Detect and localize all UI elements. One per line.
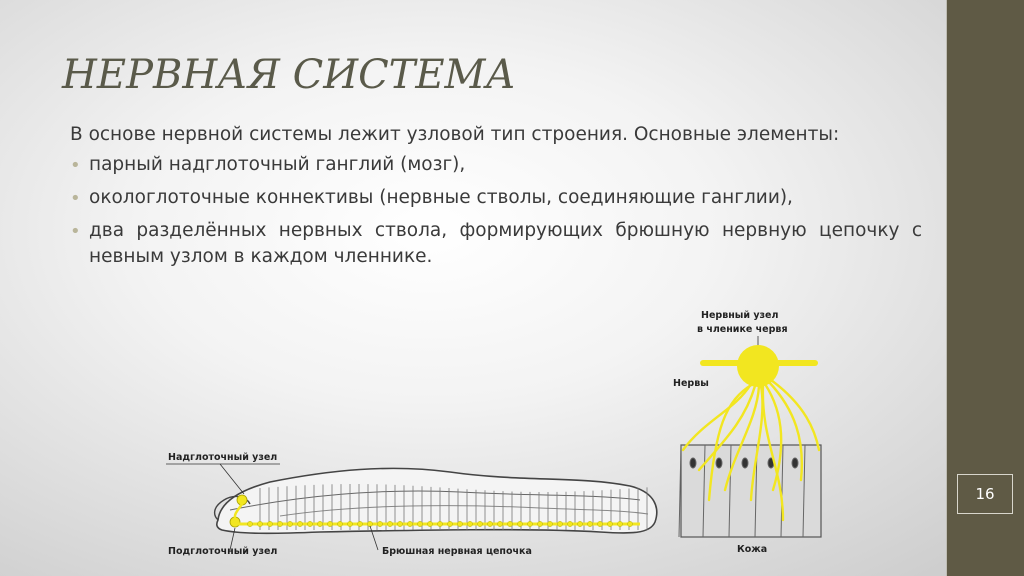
chain-node bbox=[387, 521, 392, 526]
label-skin: Кожа bbox=[737, 544, 768, 555]
skin-cell-nucleus bbox=[742, 458, 748, 468]
chain-node bbox=[257, 521, 262, 526]
chain-node bbox=[537, 521, 542, 526]
skin-cell-nucleus bbox=[690, 458, 696, 468]
bullet-text: парный надглоточный ганглий (мозг), bbox=[89, 154, 466, 175]
bullet-icon: • bbox=[70, 221, 81, 242]
chain-node bbox=[397, 521, 402, 526]
chain-node bbox=[337, 521, 342, 526]
bullet-icon: • bbox=[70, 188, 81, 209]
chain-node bbox=[467, 521, 472, 526]
label-node-line1: Нервный узел bbox=[701, 310, 779, 321]
chain-node bbox=[357, 521, 362, 526]
chain-node bbox=[277, 521, 282, 526]
sidebar-divider bbox=[946, 0, 947, 576]
chain-node bbox=[317, 521, 322, 526]
intro-text: В основе нервной системы лежит узловой тип строения. Основные элементы: bbox=[70, 124, 840, 145]
chain-node bbox=[597, 521, 602, 526]
slide-body bbox=[70, 122, 922, 277]
chain-node bbox=[307, 521, 312, 526]
bullet-item bbox=[70, 218, 922, 270]
skin-cell-nucleus bbox=[792, 458, 798, 468]
chain-node bbox=[587, 521, 592, 526]
bullet-text: два разделённых нервных ствола, формирующих брюшную нервную цепочку с невным узлом в каждом членнике. bbox=[89, 220, 922, 267]
chain-node bbox=[247, 521, 252, 526]
chain-node bbox=[627, 521, 632, 526]
label-node-line2: в членике червя bbox=[697, 324, 788, 335]
chain-node bbox=[417, 521, 422, 526]
label-supraesophageal: Надглоточный узел bbox=[168, 452, 278, 463]
chain-node bbox=[297, 521, 302, 526]
chain-node bbox=[437, 521, 442, 526]
bullet-icon: • bbox=[70, 155, 81, 176]
chain-node bbox=[617, 521, 622, 526]
chain-node bbox=[497, 521, 502, 526]
chain-node bbox=[527, 521, 532, 526]
chain-node bbox=[487, 521, 492, 526]
chain-node bbox=[427, 521, 432, 526]
worm-diagram bbox=[160, 430, 670, 570]
chain-node bbox=[557, 521, 562, 526]
chain-node bbox=[457, 521, 462, 526]
slide-title: НЕРВНАЯ СИСТЕМА bbox=[62, 52, 516, 98]
chain-node bbox=[367, 521, 372, 526]
chain-node bbox=[577, 521, 582, 526]
chain-node bbox=[477, 521, 482, 526]
page-number: 16 bbox=[957, 474, 1013, 514]
chain-node bbox=[447, 521, 452, 526]
chain-node bbox=[507, 521, 512, 526]
chain-node bbox=[267, 521, 272, 526]
label-ventral-chain: Брюшная нервная цепочка bbox=[382, 546, 532, 557]
supraesophageal-ganglion bbox=[237, 495, 247, 505]
chain-node bbox=[517, 521, 522, 526]
label-nerves: Нервы bbox=[673, 378, 709, 389]
chain-node bbox=[377, 521, 382, 526]
label-subesophageal: Подглоточный узел bbox=[168, 546, 278, 557]
bullet-list bbox=[70, 152, 922, 270]
chain-node bbox=[407, 521, 412, 526]
chain-node bbox=[567, 521, 572, 526]
chain-node bbox=[327, 521, 332, 526]
skin-cell-nucleus bbox=[716, 458, 722, 468]
segment-diagram bbox=[665, 300, 835, 560]
chain-node bbox=[547, 521, 552, 526]
bullet-text: окологлоточные коннективы (нервные стволы, соединяющие ганглии), bbox=[89, 187, 793, 208]
bullet-item bbox=[70, 152, 922, 178]
chain-node bbox=[347, 521, 352, 526]
chain-node bbox=[607, 521, 612, 526]
bullet-item bbox=[70, 185, 922, 211]
chain-node bbox=[287, 521, 292, 526]
